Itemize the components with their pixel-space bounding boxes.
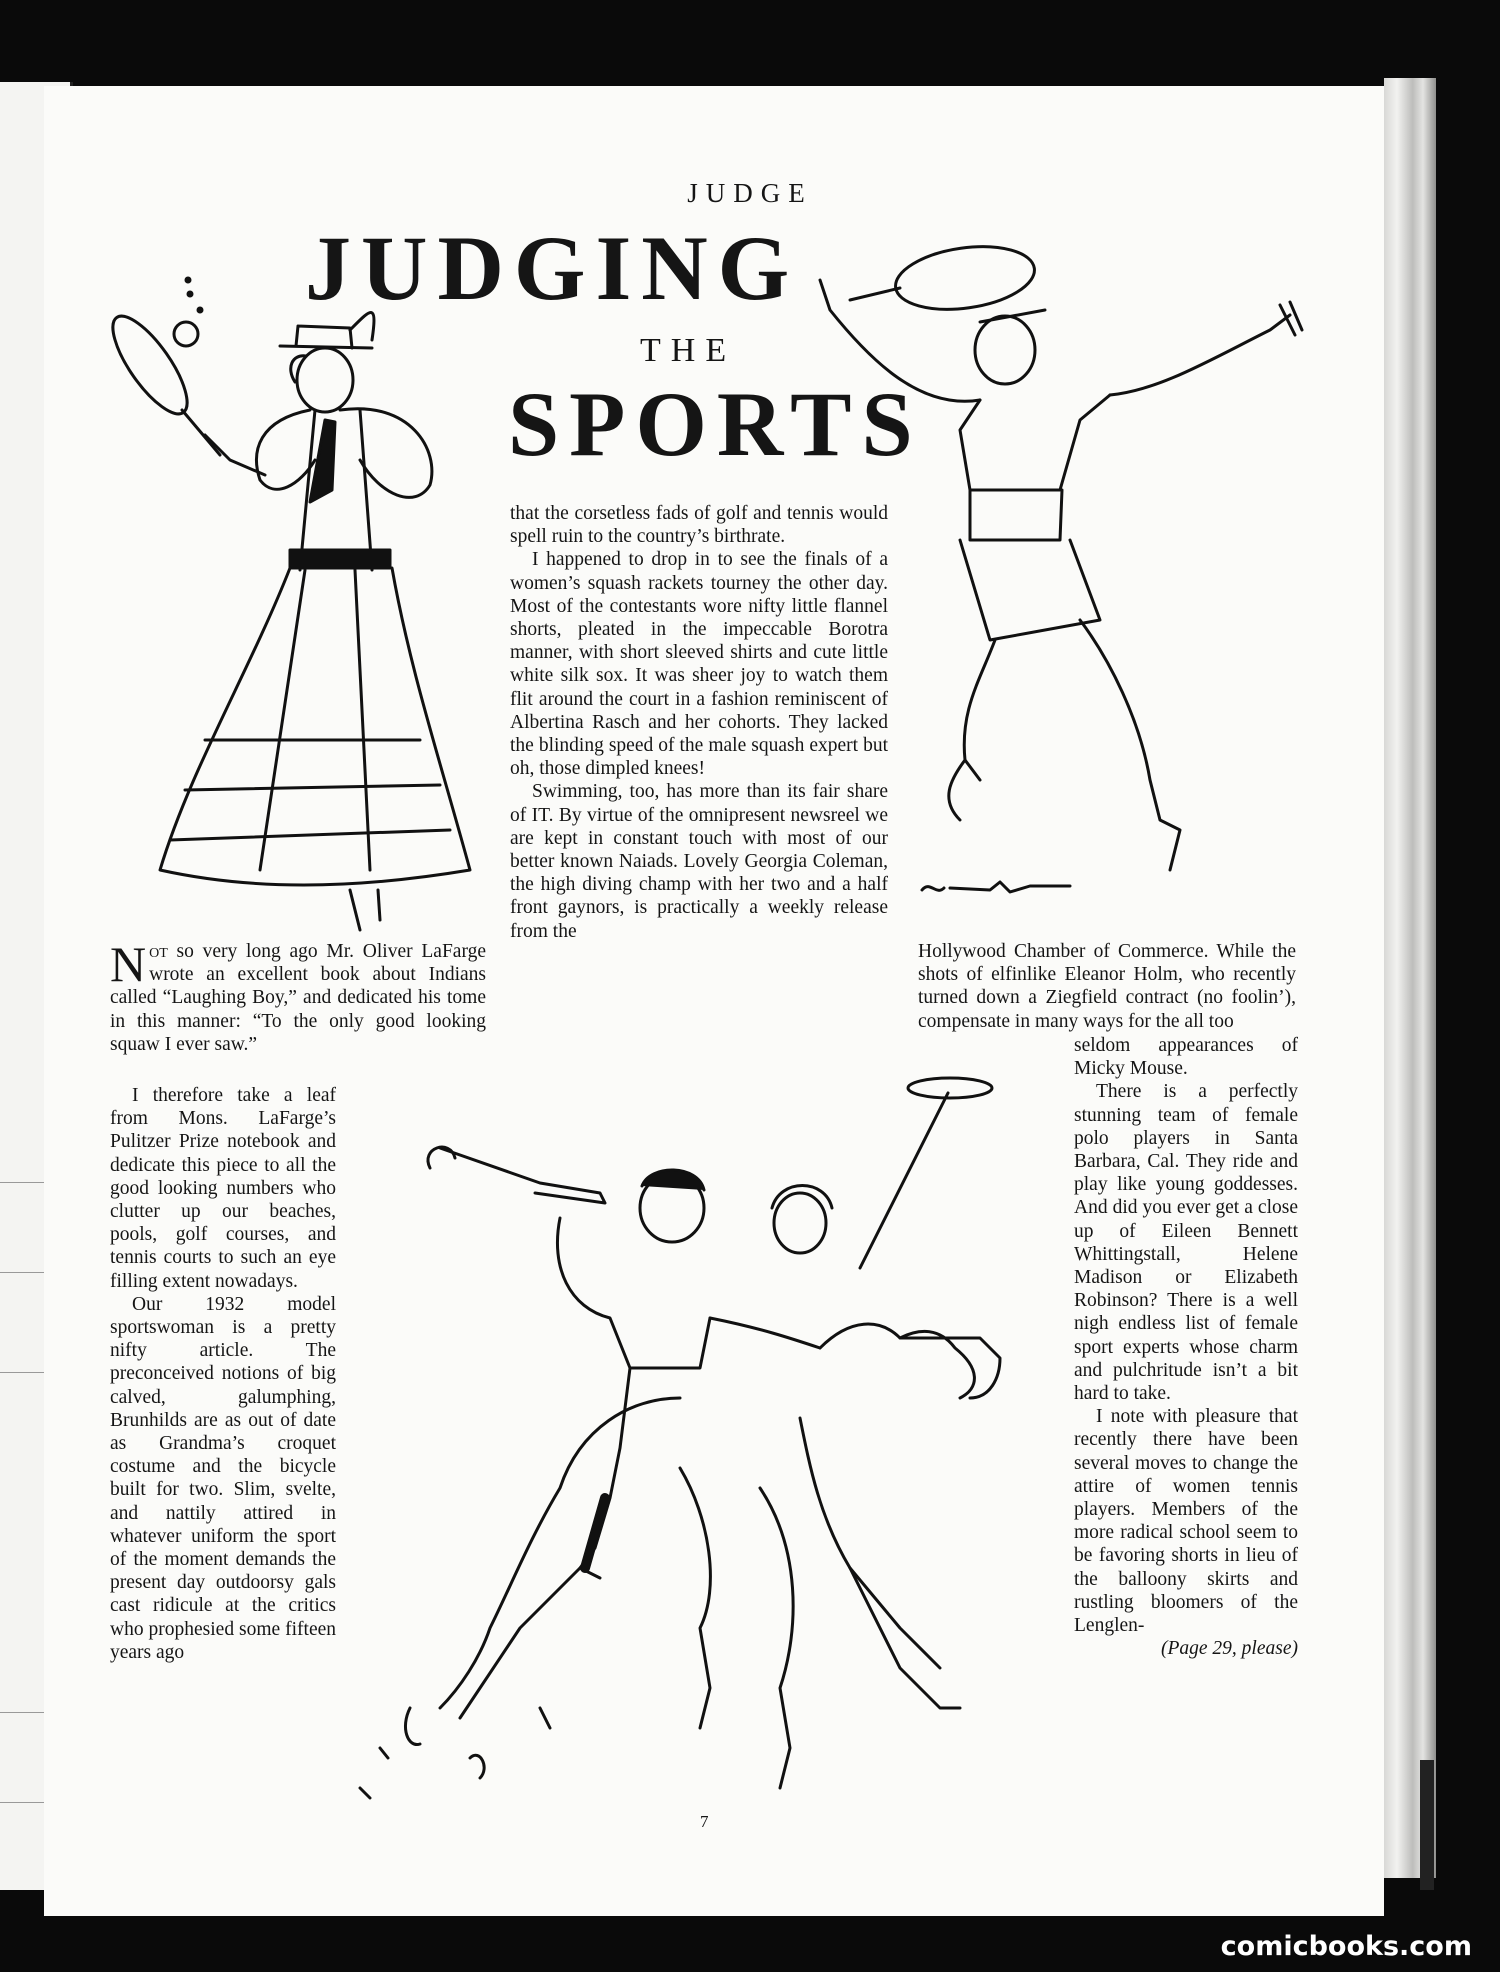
book-spine xyxy=(1384,78,1436,1878)
paragraph: I therefore take a leaf from Mons. LaFarge’s Pulitzer Prize notebook and dedicate this piece to all the good looking numbers who clutter up our beaches, pools, golf courses, and tennis courts to such an eye filling extent nowadays. xyxy=(110,1085,336,1292)
intro-text: so very long ago Mr. Oliver LaFarge wrote an excellent book about Indians called “Laughing Boy,” and dedicated his tome in this manner: “To the only good looking squaw I ever saw.” xyxy=(110,941,486,1055)
column-3-top xyxy=(918,940,1296,1033)
headline-sports: SPORTS xyxy=(508,373,923,475)
spine-shadow xyxy=(1420,1760,1434,1890)
dropcap: N xyxy=(110,936,147,992)
site-watermark: comicbooks.com xyxy=(1220,1931,1472,1962)
continued-note: (Page 29, please) xyxy=(1161,1638,1298,1660)
intro-smallcaps: ot xyxy=(149,941,168,962)
polo-players-illustration xyxy=(380,1068,1040,1838)
column-2 xyxy=(510,502,888,943)
paragraph: There is a perfectly stunning team of female polo players in Santa Barbara, Cal. They ride and play like young goddesses. And did you ever get a close up of Eileen Bennett Whittingstall, Helene Madison or Elizabeth Robinson? There is a well nigh endless list of female sport experts whose charm and pulchritude isn’t a bit hard to take. xyxy=(1074,1081,1298,1405)
victorian-tennis-woman-illustration xyxy=(110,270,490,930)
paragraph: I happened to drop in to see the finals of a women’s squash rackets tourney the other day. Most of the contestants wore nifty little flannel shorts, pleated in the impeccable Borotra manner, with short sleeved shirts and cute little white silk sox. It was sheer joy to watch them flit around the court in a fashion reminiscent of Albertina Rasch and her cohorts. They lacked the blinding speed of the male squash expert but oh, those dimpled knees! xyxy=(510,549,888,780)
page-number: 7 xyxy=(700,1812,709,1831)
column-3 xyxy=(1074,1034,1298,1660)
paragraph: that the corsetless fads of golf and tennis would spell ruin to the country’s birthrate. xyxy=(510,503,888,548)
magazine-name: JUDGE xyxy=(687,178,813,208)
artist-signature-mark xyxy=(920,876,1080,900)
article-intro xyxy=(110,936,486,1056)
paragraph: Our 1932 model sportswoman is a pretty nifty article. The preconceived notions of big calved, galumphing, Brunhilds are as out of date as Grandma’s croquet costume and the bicycle built for two. Slim, svelte, and nattily attired in whatever uniform the sport of the moment demands the present day outdoorsy gals cast ridicule at the critics who prophesied some fifteen years ago xyxy=(110,1293,336,1663)
paragraph: Hollywood Chamber of Commerce. While the shots of elfinlike Eleanor Holm, who recently turned down a Ziegfield contract (no foolin’), compensate in many ways for the all too xyxy=(918,941,1296,1032)
headline-judging: JUDGING xyxy=(305,217,800,319)
paragraph: Swimming, too, has more than its fair share of IT. By virtue of the omnipresent newsreel we are kept in constant touch with most of our better known Naiads. Lovely Georgia Coleman, the high diving champ with her two and a half front gaynors, is practically a weekly release from the xyxy=(510,781,888,942)
column-1 xyxy=(110,1084,336,1664)
paragraph: I note with pleasure that recently there have been several moves to change the attire of women tennis players. Members of the more radical school seem to be favoring shorts in lieu of the balloony skirts and rustling bloomers of the Lenglen- xyxy=(1074,1406,1298,1637)
headline-the: THE xyxy=(640,332,737,369)
paragraph: seldom appearances of Micky Mouse. xyxy=(1074,1035,1298,1080)
